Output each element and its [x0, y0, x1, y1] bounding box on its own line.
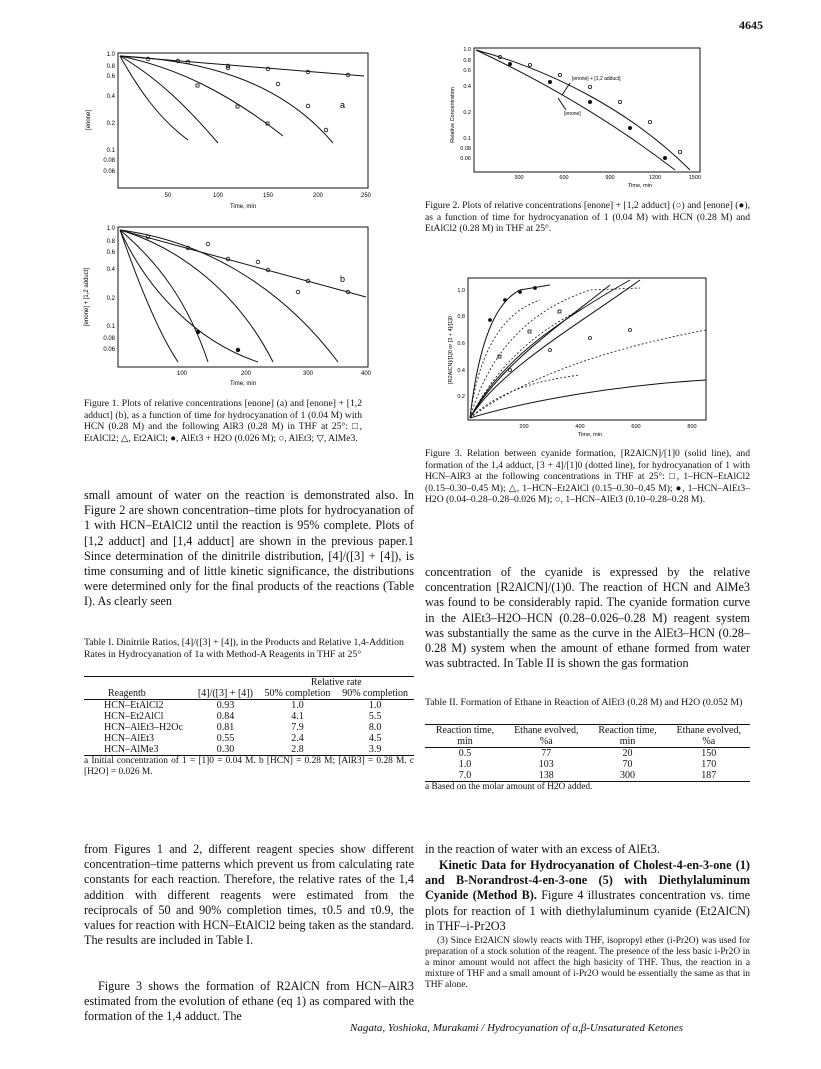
figure-3 — [440, 270, 720, 440]
fig2-label-2: [enone] — [564, 111, 581, 117]
fig3-dotted-curves — [470, 288, 706, 418]
fig1b-xticks — [177, 371, 372, 377]
svg-text:0.08: 0.08 — [103, 158, 115, 164]
svg-text:400: 400 — [360, 371, 372, 377]
table-row: HCN–AlEt3 0.55 2.4 4.5 — [104, 733, 382, 744]
table-row: 7.0 138 300 187 — [458, 770, 717, 781]
svg-text:0.6: 0.6 — [463, 68, 471, 74]
svg-text:600: 600 — [631, 424, 641, 430]
fig3-yticks — [457, 288, 465, 400]
table-1-caption: Table I. Dinitrile Ratios, [4]/([3] + [4]), in the Products and Relative 1,4-Addition Rates in Hydrocyanation of 1a with Method-A Reagents in THF at 25° — [84, 637, 404, 660]
svg-text:200: 200 — [519, 424, 529, 430]
fig1a-xlabel: Time, min — [229, 204, 257, 210]
svg-text:0.08: 0.08 — [103, 336, 115, 342]
right-paragraph-2: in the reaction of water with an excess of AlEt3. — [425, 842, 660, 856]
fig2-curves — [476, 50, 690, 170]
table-row: HCN–AlMe3 0.30 2.8 3.9 — [104, 744, 382, 755]
table-1: Relative rate Reagentb [4]/([3] + [4]) 50% completion 90% completion HCN–EtAlCl2 0.93 1.0 1.0 HCN–Et2AlCl 0.84 4.1 5.5 HCN–AlEt3–H2Oc 0.81 7.9 8.0 HCN–AlEt3 0.55 2.4 4.5 HCN–AlMe3 0.30 2.8 3.9 a Initial concentration of 1 = [1]0 = 0.04 M. b [HCN] = 0.28 M; [AlR3] = 0.28 M. c [H2O] = 0.026 M. — [84, 677, 414, 777]
svg-text:0.4: 0.4 — [106, 267, 115, 273]
svg-text:0.6: 0.6 — [457, 341, 465, 347]
svg-text:0.6: 0.6 — [106, 250, 115, 256]
left-paragraph-3: Figure 3 shows the formation of R2AlCN from HCN–AlR3 estimated from the evolution of ethane (eq 1) as compared with the formation of the 1,4 adduct. The — [84, 979, 414, 1024]
fig1a-yticks — [103, 52, 115, 175]
fig1b-ylabel: [enone] + [1,2 adduct] — [84, 267, 90, 327]
svg-text:200: 200 — [312, 193, 324, 199]
fig1b-points — [146, 235, 350, 352]
table-row: HCN–Et2AlCl 0.84 4.1 5.5 — [104, 711, 382, 722]
svg-text:1.0: 1.0 — [457, 288, 465, 294]
fig3-ylabel: [R2AlCN]/[1]0 or [3 + 4]/[1]0 — [448, 316, 454, 384]
svg-text:0.2: 0.2 — [457, 394, 465, 400]
table-1-group-header: Relative rate — [310, 677, 362, 688]
svg-text:250: 250 — [360, 193, 372, 199]
svg-text:0.1: 0.1 — [106, 324, 115, 330]
fig1a-xticks — [165, 193, 372, 199]
fig1b-yticks — [103, 226, 115, 353]
figure-1-caption: Figure 1. Plots of relative concentrations [enone] (a) and [enone] + [1,2 adduct] (b), as a function of time for hydrocyanation of 1 (0.04 M) with HCN (0.28 M) and the following AlR3 (0.28 M) in THF at 25°: □, EtAlCl2; △, Et2AlCl; ●, AlEt3 + H2O (0.026 M); ○, AlEt3; ▽, AlMe3. — [84, 398, 362, 444]
svg-text:600: 600 — [559, 175, 569, 181]
table-row: 0.5 77 20 150 — [425, 748, 750, 760]
svg-text:0.8: 0.8 — [106, 239, 115, 245]
footnote-3: (3) Since Et2AlCN slowly reacts with THF, isopropyl ether (i-Pr2O) was used for preparation of a stock solution of the reagent. The presence of the less basic i-Pr2O in a minor amount would not affect the high basicity of THF. Thus, the reaction in a mixture of THF and a small amount of i-Pr2O would be essentially the same as that in THF alone. — [425, 936, 750, 990]
svg-text:0.06: 0.06 — [103, 347, 115, 353]
svg-text:300: 300 — [514, 175, 524, 181]
svg-text:300: 300 — [302, 371, 314, 377]
figure-1a — [78, 48, 378, 218]
svg-text:0.1: 0.1 — [463, 136, 471, 142]
figure-2-caption: Figure 2. Plots of relative concentrations [enone] + [1,2 adduct] (○) and [enone] (●), as a function of time for hydrocyanation of 1 (0.04 M) with HCN (0.28 M) and EtAlCl2 (0.28 M) in THF at 25°. — [425, 200, 750, 235]
fig2-points — [498, 55, 681, 159]
svg-text:100: 100 — [212, 193, 224, 199]
svg-text:0.8: 0.8 — [463, 58, 471, 64]
right-paragraph-1: concentration of the cyanide is expressed by the relative concentration [R2AlCN]/(1)0. The reaction of HCN and AlMe3 was found to be considerably rapid. The cyanide formation curve in the AlEt3–H2O–HCN (0.28–0.026–0.28 M) reagent system was substantially the same as the curve in the AlEt3–HCN (0.28–0.28 M) system when the amount of ethane formed from water was subtracted. In Table II is shown the gas formation — [425, 565, 750, 671]
svg-text:0.1: 0.1 — [106, 148, 115, 154]
fig1a-panel-label: a — [340, 100, 346, 110]
svg-text:900: 900 — [605, 175, 615, 181]
svg-text:0.8: 0.8 — [457, 314, 465, 320]
svg-text:0.4: 0.4 — [106, 94, 115, 100]
svg-text:1200: 1200 — [648, 175, 662, 181]
svg-text:150: 150 — [262, 193, 274, 199]
table-2-caption: Table II. Formation of Ethane in Reaction of AlEt3 (0.28 M) and H2O (0.052 M) — [425, 697, 743, 708]
svg-text:0.2: 0.2 — [463, 110, 471, 116]
page-footer: Nagata, Yoshioka, Murakami / Hydrocyanation of α,β-Unsaturated Ketones — [350, 1022, 684, 1034]
fig2-xticks — [514, 175, 701, 181]
svg-text:1.0: 1.0 — [463, 47, 471, 53]
fig3-xlabel: Time, min — [578, 432, 602, 438]
svg-text:0.06: 0.06 — [460, 156, 471, 162]
left-paragraph-2: from Figures 1 and 2, different reagent species show different concentration–time patterns which prevent us from calculating rate constants for each reaction. Therefore, the relative rates of the 1,4 addition with different reagents were estimated from the reciprocals of 50 and 90% completion times, τ0.5 and τ0.9, the values for reaction with HCN–EtAlCl2 being taken as the standard. The results are included in Table I. — [84, 842, 414, 948]
table-row: 1.0 103 70 170 — [458, 759, 717, 770]
svg-text:400: 400 — [575, 424, 585, 430]
fig2-xlabel: Time, min — [628, 183, 652, 189]
table-1-footnote: a Initial concentration of 1 = [1]0 = 0.04 M. b [HCN] = 0.28 M; [AlR3] = 0.28 M. c [H2O] = 0.026 M. — [84, 756, 414, 777]
svg-text:0.4: 0.4 — [457, 368, 465, 374]
svg-text:0.4: 0.4 — [463, 84, 471, 90]
fig1a-ylabel: [enone] — [86, 109, 92, 131]
fig1b-xlabel: Time, min — [229, 381, 257, 387]
figure-1b — [78, 222, 378, 392]
svg-text:0.2: 0.2 — [106, 296, 115, 302]
svg-text:1.0: 1.0 — [106, 52, 115, 58]
svg-text:0.8: 0.8 — [106, 64, 115, 70]
left-paragraph-1: small amount of water on the reaction is demonstrated also. In Figure 2 are shown concentration–time plots for hydrocyanation of 1 with HCN–EtAlCl2 until the reaction is 95% complete. Plots of [1,2 adduct] and [1,4 adduct] are shown in the previous paper.1 Since determination of the dinitrile distribution, [4]/([3] + [4]), is time consuming and of little kinetic significance, the distributions were determined only for the final products of the reactions (Table I). As clearly seen — [84, 488, 414, 609]
svg-text:0.06: 0.06 — [103, 169, 115, 175]
fig1b-curves — [120, 230, 366, 362]
fig2-label-1: [enone] + [1,2 adduct] — [572, 76, 621, 82]
svg-text:0.2: 0.2 — [106, 121, 115, 127]
fig2-yticks — [460, 47, 471, 162]
fig3-points — [489, 287, 632, 372]
svg-text:0.6: 0.6 — [106, 74, 115, 80]
fig1b-panel-label: b — [340, 274, 346, 284]
svg-text:800: 800 — [687, 424, 697, 430]
svg-text:200: 200 — [240, 371, 252, 377]
svg-text:50: 50 — [164, 193, 172, 199]
table-row: HCN–AlEt3–H2Oc 0.81 7.9 8.0 — [104, 722, 382, 733]
svg-text:1500: 1500 — [688, 175, 702, 181]
fig1a-points — [146, 57, 350, 132]
figure-2 — [440, 40, 720, 195]
fig2-ylabel: Relative Concentration — [450, 87, 456, 143]
svg-text:0.08: 0.08 — [460, 146, 471, 152]
svg-text:1.0: 1.0 — [106, 226, 115, 232]
table-row: HCN–EtAlCl2 0.93 1.0 1.0 — [84, 700, 414, 712]
right-paragraph-3: Kinetic Data for Hydrocyanation of Cholest-4-en-3-one (1) and B-Norandrost-4-en-3-one (5) with Diethylaluminum Cyanide (Method B). Figure 4 illustrates concentration vs. time plots for reaction of 1 with diethylaluminum cyanide (Et2AlCN) in THF–i-Pr2O3 — [425, 858, 750, 933]
svg-text:100: 100 — [176, 371, 188, 377]
right-section-heading: Kinetic Data for Hydrocyanation of Cholest-4-en-3-one (1) and B-Norandrost-4-en-3-one (5) with Diethylaluminum Cyanide (Method B). — [425, 858, 750, 903]
page-number: 4645 — [739, 18, 763, 32]
fig3-xticks — [519, 424, 696, 430]
table-2: Reaction time, min Ethane evolved, %a Reaction time, min Ethane evolved, %a 0.5 77 20 150 1.0 103 70 170 7.0 138 300 187 a Based on the molar amount of H2O added. — [425, 724, 750, 793]
figure-3-caption: Figure 3. Relation between cyanide formation, [R2AlCN]/[1]0 (solid line), and formation of the 1,4 adduct, [3 + 4]/[1]0 (dotted line), for hydrocyanation of 1 with HCN–AlR3 at the following concentrations in THF at 25°: □, 1–HCN–EtAlCl2 (0.15–0.30–0.45 M); △, 1–HCN–Et2AlCl (0.15–0.30–0.45 M); ●, 1–HCN–AlEt3–H2O (0.04–0.28–0.28–0.026 M); ○, 1–HCN–AlEt3 (0.10–0.28–0.28 M). — [425, 448, 750, 506]
table-2-footnote: a Based on the molar amount of H2O added. — [425, 782, 593, 792]
